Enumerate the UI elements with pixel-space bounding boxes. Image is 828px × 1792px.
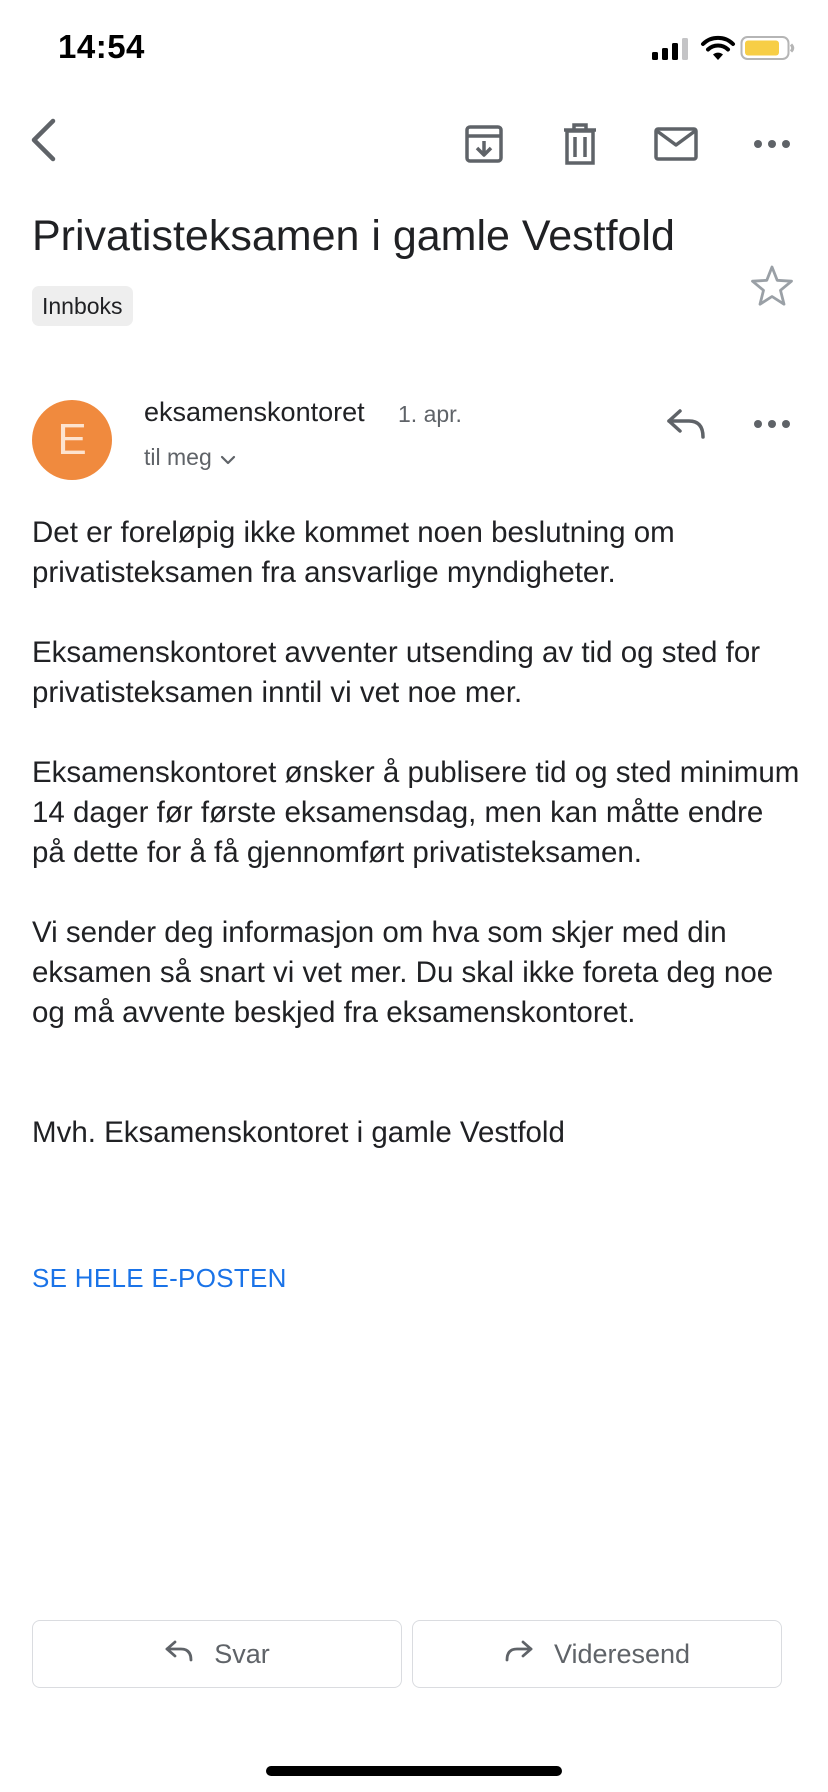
body-paragraph: Vi sender deg informasjon om hva som skjer med din eksamen så snart vi vet mer. Du skal ikke foreta deg noe og må avvente beskjed fra eksamenskontoret.	[32, 916, 774, 1029]
email-signature: Mvh. Eksamenskontoret i gamle Vestfold	[32, 1116, 565, 1149]
inbox-label-chip[interactable]: Innboks	[32, 286, 133, 326]
forward-icon	[504, 1639, 534, 1670]
star-icon[interactable]	[748, 262, 796, 310]
email-body	[32, 513, 802, 1153]
email-date: 1. apr.	[398, 401, 462, 427]
message-more-icon[interactable]	[744, 396, 800, 452]
back-arrow-icon[interactable]	[16, 112, 72, 168]
body-paragraph: Eksamenskontoret ønsker å publisere tid og sted minimum 14 dager før første eksamensdag, men kan måtte endre på dette for å få gjennomført privatisteksamen.	[32, 756, 800, 869]
sender-avatar[interactable]: E	[32, 400, 112, 480]
mail-icon[interactable]	[648, 116, 704, 172]
cellular-signal-icon	[652, 38, 690, 60]
home-indicator[interactable]	[266, 1766, 562, 1776]
status-time: 14:54	[58, 28, 145, 65]
archive-icon[interactable]	[456, 116, 512, 172]
reply-button-label: Svar	[214, 1638, 270, 1669]
reply-icon[interactable]	[658, 396, 714, 452]
battery-icon	[740, 34, 796, 62]
body-paragraph: Eksamenskontoret avventer utsending av tid og sted for privatisteksamen inntil vi vet noe mer.	[32, 636, 761, 709]
forward-button-label: Videresend	[553, 1638, 691, 1669]
reply-button[interactable]	[32, 1620, 402, 1688]
recipient-toggle[interactable]	[144, 444, 236, 471]
see-full-email-link[interactable]: SE HELE E-POSTEN	[32, 1263, 287, 1293]
email-subject: Privatisteksamen i gamle Vestfold	[32, 212, 675, 260]
wifi-icon	[700, 34, 736, 62]
sender-name: eksamenskontoret	[144, 397, 365, 427]
forward-button[interactable]	[412, 1620, 782, 1688]
trash-icon[interactable]	[552, 116, 608, 172]
more-horizontal-icon[interactable]	[744, 116, 800, 172]
chevron-down-icon	[220, 444, 236, 471]
body-paragraph: Det er foreløpig ikke kommet noen beslutning om privatisteksamen fra ansvarlige myndigheter.	[32, 516, 675, 589]
recipient-label: til meg	[144, 444, 212, 470]
reply-icon	[164, 1639, 194, 1670]
